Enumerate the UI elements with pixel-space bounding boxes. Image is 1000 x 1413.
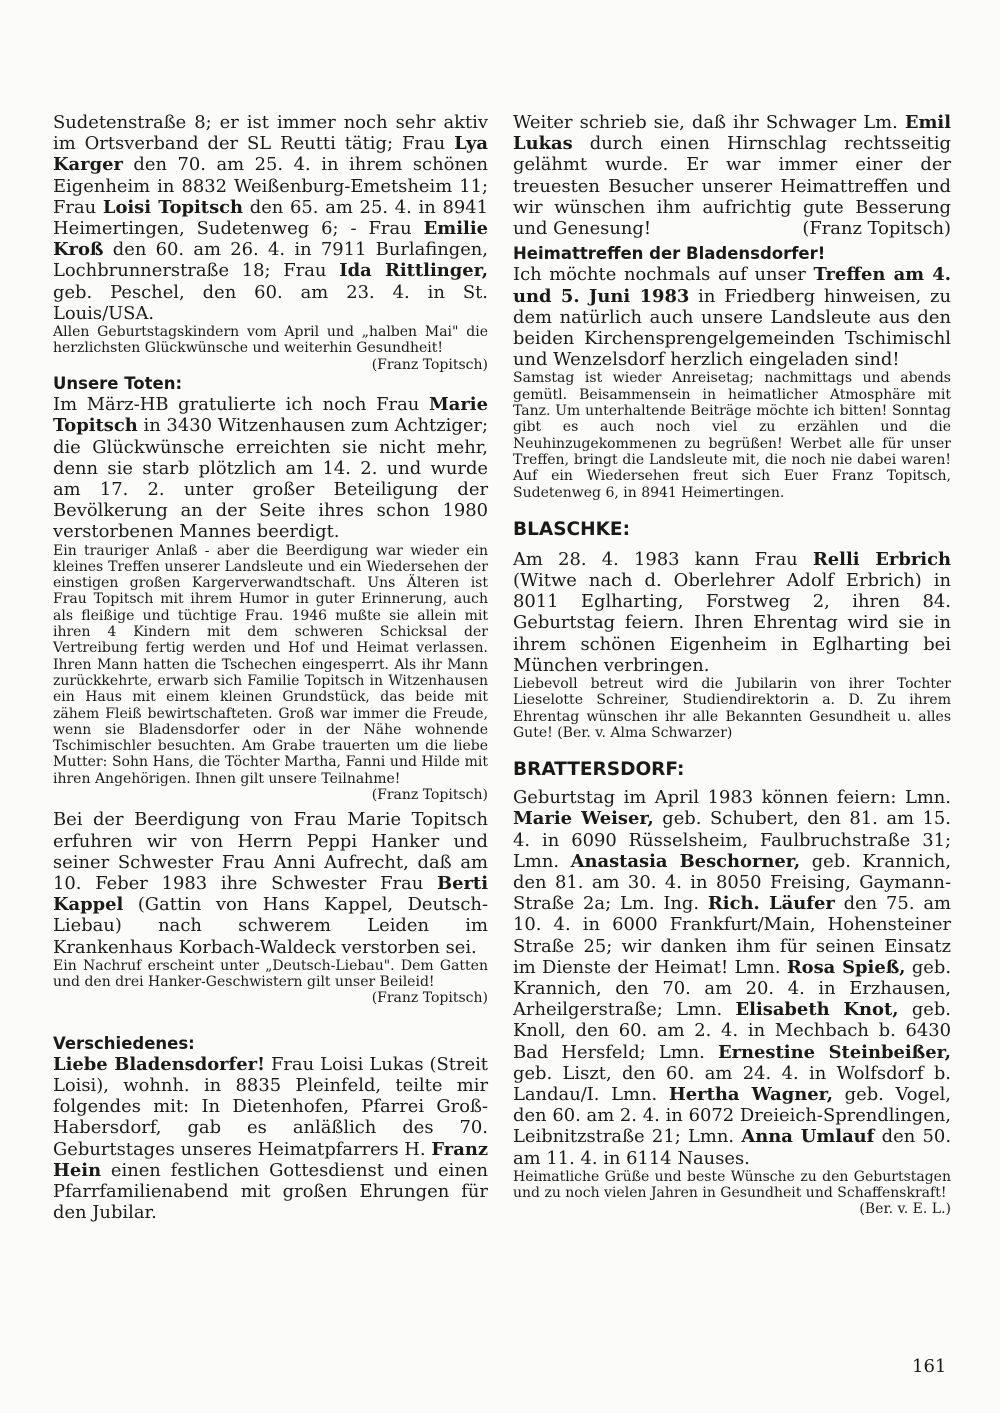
name-highlight: Rosa Spieß, [786,956,906,978]
name-highlight: Emilie Kroß [53,218,488,261]
birthday-paragraph [53,112,488,324]
text-segment: Am 28. 4. 1983 kann Frau [513,548,813,570]
heading-unsere-toten: Unsere Toten: [53,373,183,393]
heading-heimattreffen: Heimattreffen der Bladensdorfer! [513,244,826,264]
name-highlight: Ida Rittlinger, [339,260,488,282]
condolence-note-text: Ein Nachruf erscheint unter „Deutsch-Liebau". Dem Gatten und den drei Hanker-Geschwistern gilt unser Beileid! [53,957,488,991]
name-highlight: Elisabeth Knot, [735,999,899,1021]
miscellaneous-paragraph [53,1054,488,1224]
text-segment: geb. Krannich, den 81. am 30. 4. in 8050 Freising, Gaymann-Straße 2a; Lm. Ing. [513,850,952,915]
name-highlight: Emil Lukas [513,112,951,155]
text-segment: Frau Loisi Lukas (Streit Loisi), wohnh. in 8835 Pleinfeld, teilte mir folgendes mit: In Dietenhofen, Pfarrei Groß-Habersdorf, gab es anläßlich des 70. Geburtstages unseres Heimatpfarrers H. [53,1053,488,1160]
meeting-details: Samstag ist wieder Anreisetag; nachmittags und abends gemütl. Beisammensein in heimatlicher Atmosphäre mit Tanz. Um unterhaltende Beiträge möchte ich bitten! Sonntag gibt es auch noch viel zu erzählen und die Neuhinzugekommenen zu begrüßen! Werbet alle für unser Treffen, bringt die Landsleute mit, die noch nie dabei waren! Auf ein Wiedersehen freut sich Euer Franz Topitsch, Sudetenweg 6, in 8941 Heimertingen. [513,370,951,501]
credit-line [53,357,488,373]
text-segment: den 70. am 25. 4. in ihrem schönen Eigenheim in 8832 Weißenburg-Emetsheim 11; Frau [53,154,488,218]
name-highlight: Hertha Wagner, [668,1084,834,1106]
text-segment: Sudetenstraße 8; er ist immer noch sehr aktiv im Ortsverband der SL Reutti tätig; Frau [53,112,488,155]
brattersdorf-wishes-text: Heimatliche Grüße und beste Wünsche zu den Geburtstagen und zu noch vielen Jahren in Gesundheit und Schaffenskraft! [513,1168,951,1202]
brattersdorf-birthdays [513,787,951,1169]
text-segment: den 65. am 25. 4. in 8941 Heimertingen, Sudetenweg 6; - Frau [53,196,489,240]
name-highlight: Lya Karger [53,133,488,176]
text-segment: den 60. am 26. 4. in 7911 Burlafingen, Lochbrunnerstraße 18; Frau [53,239,488,282]
credit: (Ber. v. E. L.) [859,1201,951,1218]
text-segment: geb. Peschel, den 60. am 23. 4. in St. Louis/USA. [53,281,488,324]
text-segment: in 3430 Witzenhausen zum Achtziger; die Glückwünsche erreichten sie nicht mehr, denn sie starb plötzlich am 14. 2. und wurde am 17. 2. unter großer Beteiligung der Bevölkerung an der Seite ihres schon 1980 verstorbenen Mannes beerdigt. [53,415,488,543]
credit: (Franz Topitsch) [371,990,488,1007]
text-segment: durch einen Hirnschlag rechtsseitig gelähmt wurde. Er war immer einer der treuesten Besucher unserer Heimattreffen und wir wünschen ihm aufrichtig gute Besserung und Genesung! [513,133,951,240]
name-highlight: Marie Topitsch [53,394,488,437]
credit: (Franz Topitsch) [371,356,488,373]
credit-line [513,1201,951,1217]
condolence-note [53,958,488,1007]
meeting-announcement [513,264,951,370]
heading-brattersdorf: BRATTERSDORF: [513,759,685,781]
text-segment: Geburtstag im April 1983 können feiern: Lmn. [513,787,951,809]
name-highlight: Berti Kappel [53,872,488,916]
heading-verschiedenes: Verschiedenes: [53,1033,195,1053]
name-highlight: Rich. Läufer [707,893,835,915]
text-segment: Ich möchte nochmals auf unser [513,264,814,286]
text-segment: geb. Vogel, den 60. am 2. 4. in 6072 Dreieich-Sprendlingen, Leibnitzstraße 21; Lmn. [513,1084,951,1148]
text-segment: geb. Schubert, den 81. am 15. 4. in 6090 Rüsselsheim, Faulbruchstraße 31; Lmn. [513,808,951,872]
name-highlight: Relli Erbrich [812,548,951,570]
credit: (Franz Topitsch) [371,787,488,803]
credit-line [53,787,488,803]
text-segment: Im März-HB gratulierte ich noch Frau [53,394,429,416]
relli-erbrich-wishes: Liebevoll betreut wird die Jubilarin von ihrer Tochter Lieselotte Schreiner, Studiendirektorin a. D. Zu ihrem Ehrentag wünschen ihr alle Bekannten Gesundheit u. alles Gute! (Ber. v. Alma Schwarzer) [513,676,951,741]
text-segment: einen festlichen Gottesdienst und einen Pfarrfamilienabend mit großen Ehrungen für den Jubilar. [53,1159,488,1224]
obituary-detail-text: Ein trauriger Anlaß - aber die Beerdigung war wieder ein kleines Treffen unserer Landsleute und ein Wiedersehen der einstigen großen Kargerverwandtschaft. Uns Älteren ist Frau Topitsch mit ihrem Humor in guter Erinnerung, auch als fleißige und tüchtige Frau. 1946 mußte sie allein mit ihren 4 Kindern mit dem schweren Schicksal der Vertreibung fertig werden und Hof und Heimat verlassen. Ihren Mann hatten die Tschechen eingesperrt. Als ihr Mann zurückkehrte, erwarb sich Familie Topitsch in Witzenhausen ein Haus mit einem kleinen Grundstück, das beide mit zähem Fleiß bewirtschafteten. Groß war immer die Freude, wenn sie Bladensdorfer oder in der Nähe wohnende Tschimischler besuchten. Am Grabe trauerten um die liebe Mutter: Sohn Hans, die Töchter Martha, Fanni und Hilde mit ihren Angehörigen. Ihnen gilt unsere Teilnahme! [53,542,488,787]
relli-erbrich-paragraph [513,549,951,676]
page-number: 161 [912,1356,947,1377]
name-highlight: Marie Weiser, [513,808,654,830]
text-segment: in Friedberg hinweisen, zu dem natürlich auch unsere Landsleute aus den beiden Kirchensprengelgemeinden Tschimischl und Wenzelsdorf herzlich eingeladen sind! [513,285,951,371]
right-column [513,112,951,1218]
name-highlight: Franz Hein [53,1138,488,1181]
birthday-wishes-text: Allen Geburtstagskindern vom April und „halben Mai" die herzlichsten Glückwünsche und weiterhin Gesundheit! [53,324,488,357]
text-segment: geb. Krannich, den 70. am 20. 4. in Erzhausen, Arheilgerstraße; Lmn. [513,956,952,1021]
text-segment: geb. Liszt, den 60. am 24. 4. in Wolfsdorf b. Landau/I. Lmn. [513,1062,951,1106]
obituary-berti-kappel [53,809,488,957]
obituary-detail [53,543,488,804]
text-segment: den 50. am 11. 4. in 6114 Nauses. [513,1126,952,1169]
name-highlight: Anna Umlauf [741,1126,875,1148]
name-highlight: Liebe Bladensdorfer! [53,1053,265,1075]
text-segment: Weiter schrieb sie, daß ihr Schwager Lm. [513,112,905,133]
text-segment: (Gattin von Hans Kappel, Deutsch-Liebau) nach schwerem Leiden im Krankenhaus Korbach-Waldeck verstorben sei. [53,894,488,958]
name-highlight: Loisi Topitsch [102,196,244,218]
birthday-wishes [53,324,488,373]
name-highlight: Anastasia Beschorner, [570,850,801,872]
credit-line [53,990,488,1006]
heading-blaschke: BLASCHKE: [513,518,630,540]
name-highlight: Ernestine Steinbeißer, [717,1041,951,1063]
brattersdorf-wishes [513,1169,951,1218]
left-column [53,112,488,1223]
credit: (Franz Topitsch) [802,218,951,240]
name-highlight: Treffen am 4. und 5. Juni 1983 [513,264,951,307]
obituary-marie-topitsch [53,394,488,542]
text-segment: den 75. am 10. 4. in 6000 Frankfurt/Main, Hohensteiner Straße 25; wir danken ihm für seinen Einsatz im Dienste der Heimat! Lmn. [513,893,951,978]
text-segment: Bei der Beerdigung von Frau Marie Topitsch erfuhren wir von Herrn Peppi Hanker und seiner Schwester Frau Anni Aufrecht, daß am 10. Feber 1983 ihre Schwester Frau [53,809,488,894]
text-segment: geb. Knoll, den 60. am 2. 4. in Mechbach b. 6430 Bad Hersfeld; Lmn. [513,999,951,1063]
text-segment: (Witwe nach d. Oberlehrer Adolf Erbrich) in 8011 Eglharting, Forstweg 2, ihren 84. Geburtstag feiern. Ihren Ehrentag wird sie in ihrem schönen Eigenheim in Eglharting bei München verbringen. [513,570,951,676]
emil-lukas-paragraph [513,112,951,239]
